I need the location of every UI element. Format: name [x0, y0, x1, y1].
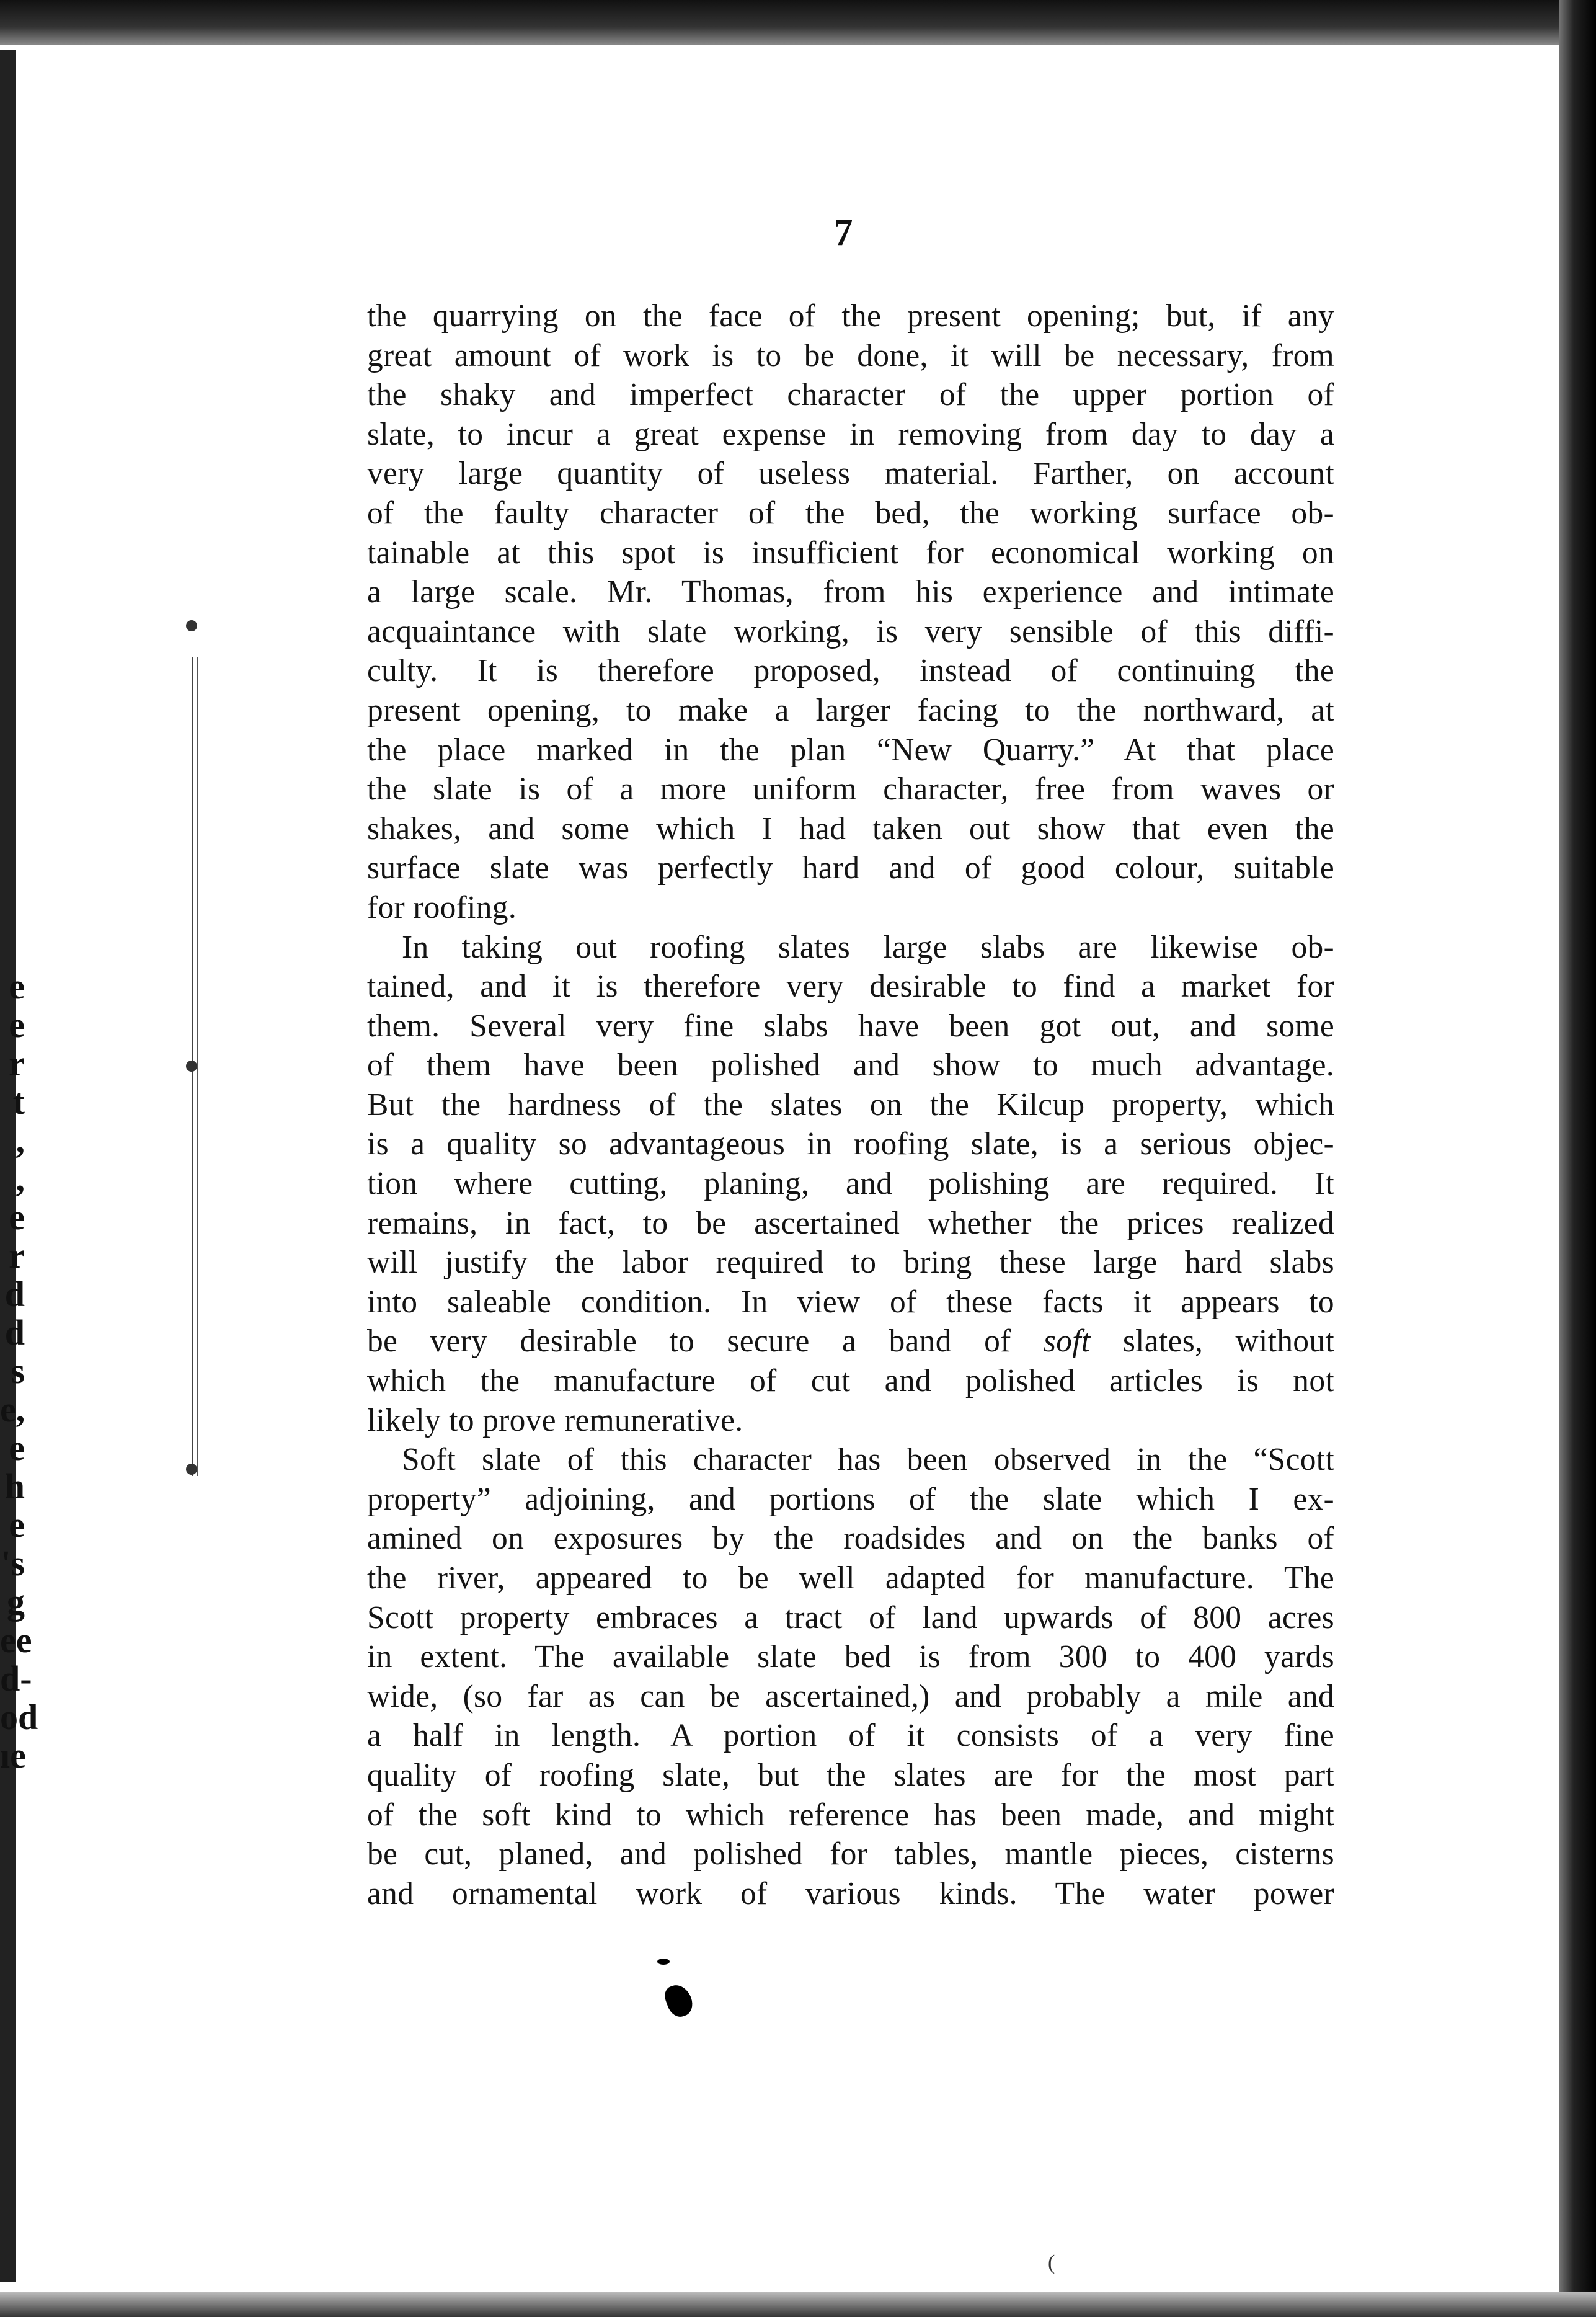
margin-fragment: t: [12, 1082, 25, 1122]
text-line: shakes, and some which I had taken out show that even the: [367, 811, 1334, 847]
margin-fragment: d-: [0, 1658, 32, 1699]
margin-fragment: e: [9, 1005, 25, 1045]
text-line: wide, (so far as can be ascertained,) and probably a mile and: [367, 1678, 1334, 1714]
text-line: remains, in fact, to be ascertained whether the prices realized: [367, 1205, 1334, 1241]
binding-mark: [186, 1061, 197, 1072]
text-line: tainable at this spot is insufficient for economical working on: [367, 535, 1334, 571]
text-line: tion where cutting, planing, and polishing are required. It: [367, 1166, 1334, 1202]
text-line: great amount of work is to be done, it will be necessary, from: [367, 337, 1334, 373]
text-line: of the faulty character of the bed, the working surface ob-: [367, 495, 1334, 531]
margin-fragment: e: [9, 1197, 25, 1237]
margin-fragment: d: [4, 1274, 25, 1314]
body-text: [367, 296, 1334, 1913]
margin-fragment: d: [4, 1312, 25, 1353]
text-line: Soft slate of this character has been observed in the “Scott: [402, 1442, 1334, 1478]
margin-fragment: ,: [16, 1158, 25, 1199]
text-line: acquaintance with slate working, is very sensible of this diffi-: [367, 613, 1334, 649]
text-line: them. Several very fine slabs have been got out, and some: [367, 1008, 1334, 1044]
page-number: 7: [833, 211, 853, 254]
text-line: slate, to incur a great expense in removing from day to day a: [367, 416, 1334, 452]
margin-fragment: e: [9, 1428, 25, 1468]
margin-fragment: e,: [0, 1389, 25, 1430]
text-line: a large scale. Mr. Thomas, from his experience and intimate: [367, 574, 1334, 610]
text-line: which the manufacture of cut and polished articles is not: [367, 1363, 1334, 1399]
text-line: the slate is of a more uniform character, free from waves or: [367, 772, 1334, 807]
text-line: But the hardness of the slates on the Kilcup property, which: [367, 1087, 1334, 1123]
margin-fragment: e: [9, 966, 25, 1007]
scan-mark: (: [1048, 2251, 1055, 2274]
text-line: likely to prove remunerative.: [367, 1402, 743, 1438]
ink-blot: [662, 1981, 696, 2021]
text-line: in extent. The available slate bed is from 300 to 400 yards: [367, 1639, 1334, 1675]
margin-fragment: od: [0, 1697, 38, 1737]
text-line: the place marked in the plan “New Quarry.” At that place: [367, 732, 1334, 768]
text-line: present opening, to make a larger facing to the northward, at: [367, 692, 1334, 728]
ink-speck: [657, 1959, 670, 1965]
binding-mark: [186, 1464, 197, 1475]
text-segment: be very desirable to secure a band of: [367, 1323, 1044, 1359]
margin-fragment: ee: [0, 1620, 32, 1660]
margin-fragment: r: [9, 1043, 25, 1083]
text-line: is a quality so advantageous in roofing slate, is a serious objec-: [367, 1126, 1334, 1162]
margin-fragment: ,: [16, 1120, 25, 1160]
text-line: the river, appeared to be well adapted for manufacture. The: [367, 1560, 1334, 1596]
text-line: of them have been polished and show to much advantage.: [367, 1047, 1334, 1083]
text-segment: slates, without: [1090, 1323, 1334, 1359]
text-line: very large quantity of useless material. Farther, on account: [367, 456, 1334, 492]
text-line: the shaky and imperfect character of the upper portion of: [367, 377, 1334, 413]
emphasis-text: soft: [1043, 1323, 1091, 1359]
margin-fragment: 's: [1, 1543, 25, 1583]
text-line: a half in length. A portion of it consists of a very fine: [367, 1718, 1334, 1754]
text-line: culty. It is therefore proposed, instead of continuing the: [367, 653, 1334, 689]
text-line: Scott property embraces a tract of land upwards of 800 acres: [367, 1599, 1334, 1635]
scan-top-border: [0, 0, 1596, 45]
margin-fragment: h: [4, 1466, 25, 1506]
text-line: the quarrying on the face of the present opening; but, if any: [367, 298, 1334, 334]
text-line: In taking out roofing slates large slabs are likewise ob-: [402, 929, 1334, 965]
scan-bottom-border: [0, 2292, 1596, 2317]
text-line: of the soft kind to which reference has been made, and might: [367, 1797, 1334, 1833]
margin-fragment: e: [9, 1505, 25, 1545]
text-line: property” adjoining, and portions of the slate which I ex-: [367, 1481, 1334, 1517]
binding-mark: [186, 620, 197, 631]
margin-fragment: s: [11, 1351, 25, 1391]
text-line: tained, and it is therefore very desirable to find a market for: [367, 969, 1334, 1005]
text-line: [367, 1322, 1334, 1361]
text-line: into saleable condition. In view of these facts it appears to: [367, 1284, 1334, 1320]
margin-fragment: r: [9, 1235, 25, 1276]
text-line: be cut, planed, and polished for tables, mantle pieces, cisterns: [367, 1836, 1334, 1872]
text-line: will justify the labor required to bring these large hard slabs: [367, 1245, 1334, 1281]
scan-right-border: [1559, 0, 1596, 2317]
margin-fragment: ıe: [0, 1735, 26, 1776]
facing-page-fragments: [0, 966, 38, 1776]
text-line: amined on exposures by the roadsides and on the banks of: [367, 1521, 1334, 1557]
margin-fragment: g: [7, 1581, 25, 1622]
text-line: and ornamental work of various kinds. The water power: [367, 1875, 1334, 1911]
text-line: for roofing.: [367, 889, 517, 925]
text-line: surface slate was perfectly hard and of good colour, suitable: [367, 850, 1334, 886]
text-line: quality of roofing slate, but the slates are for the most part: [367, 1757, 1334, 1793]
